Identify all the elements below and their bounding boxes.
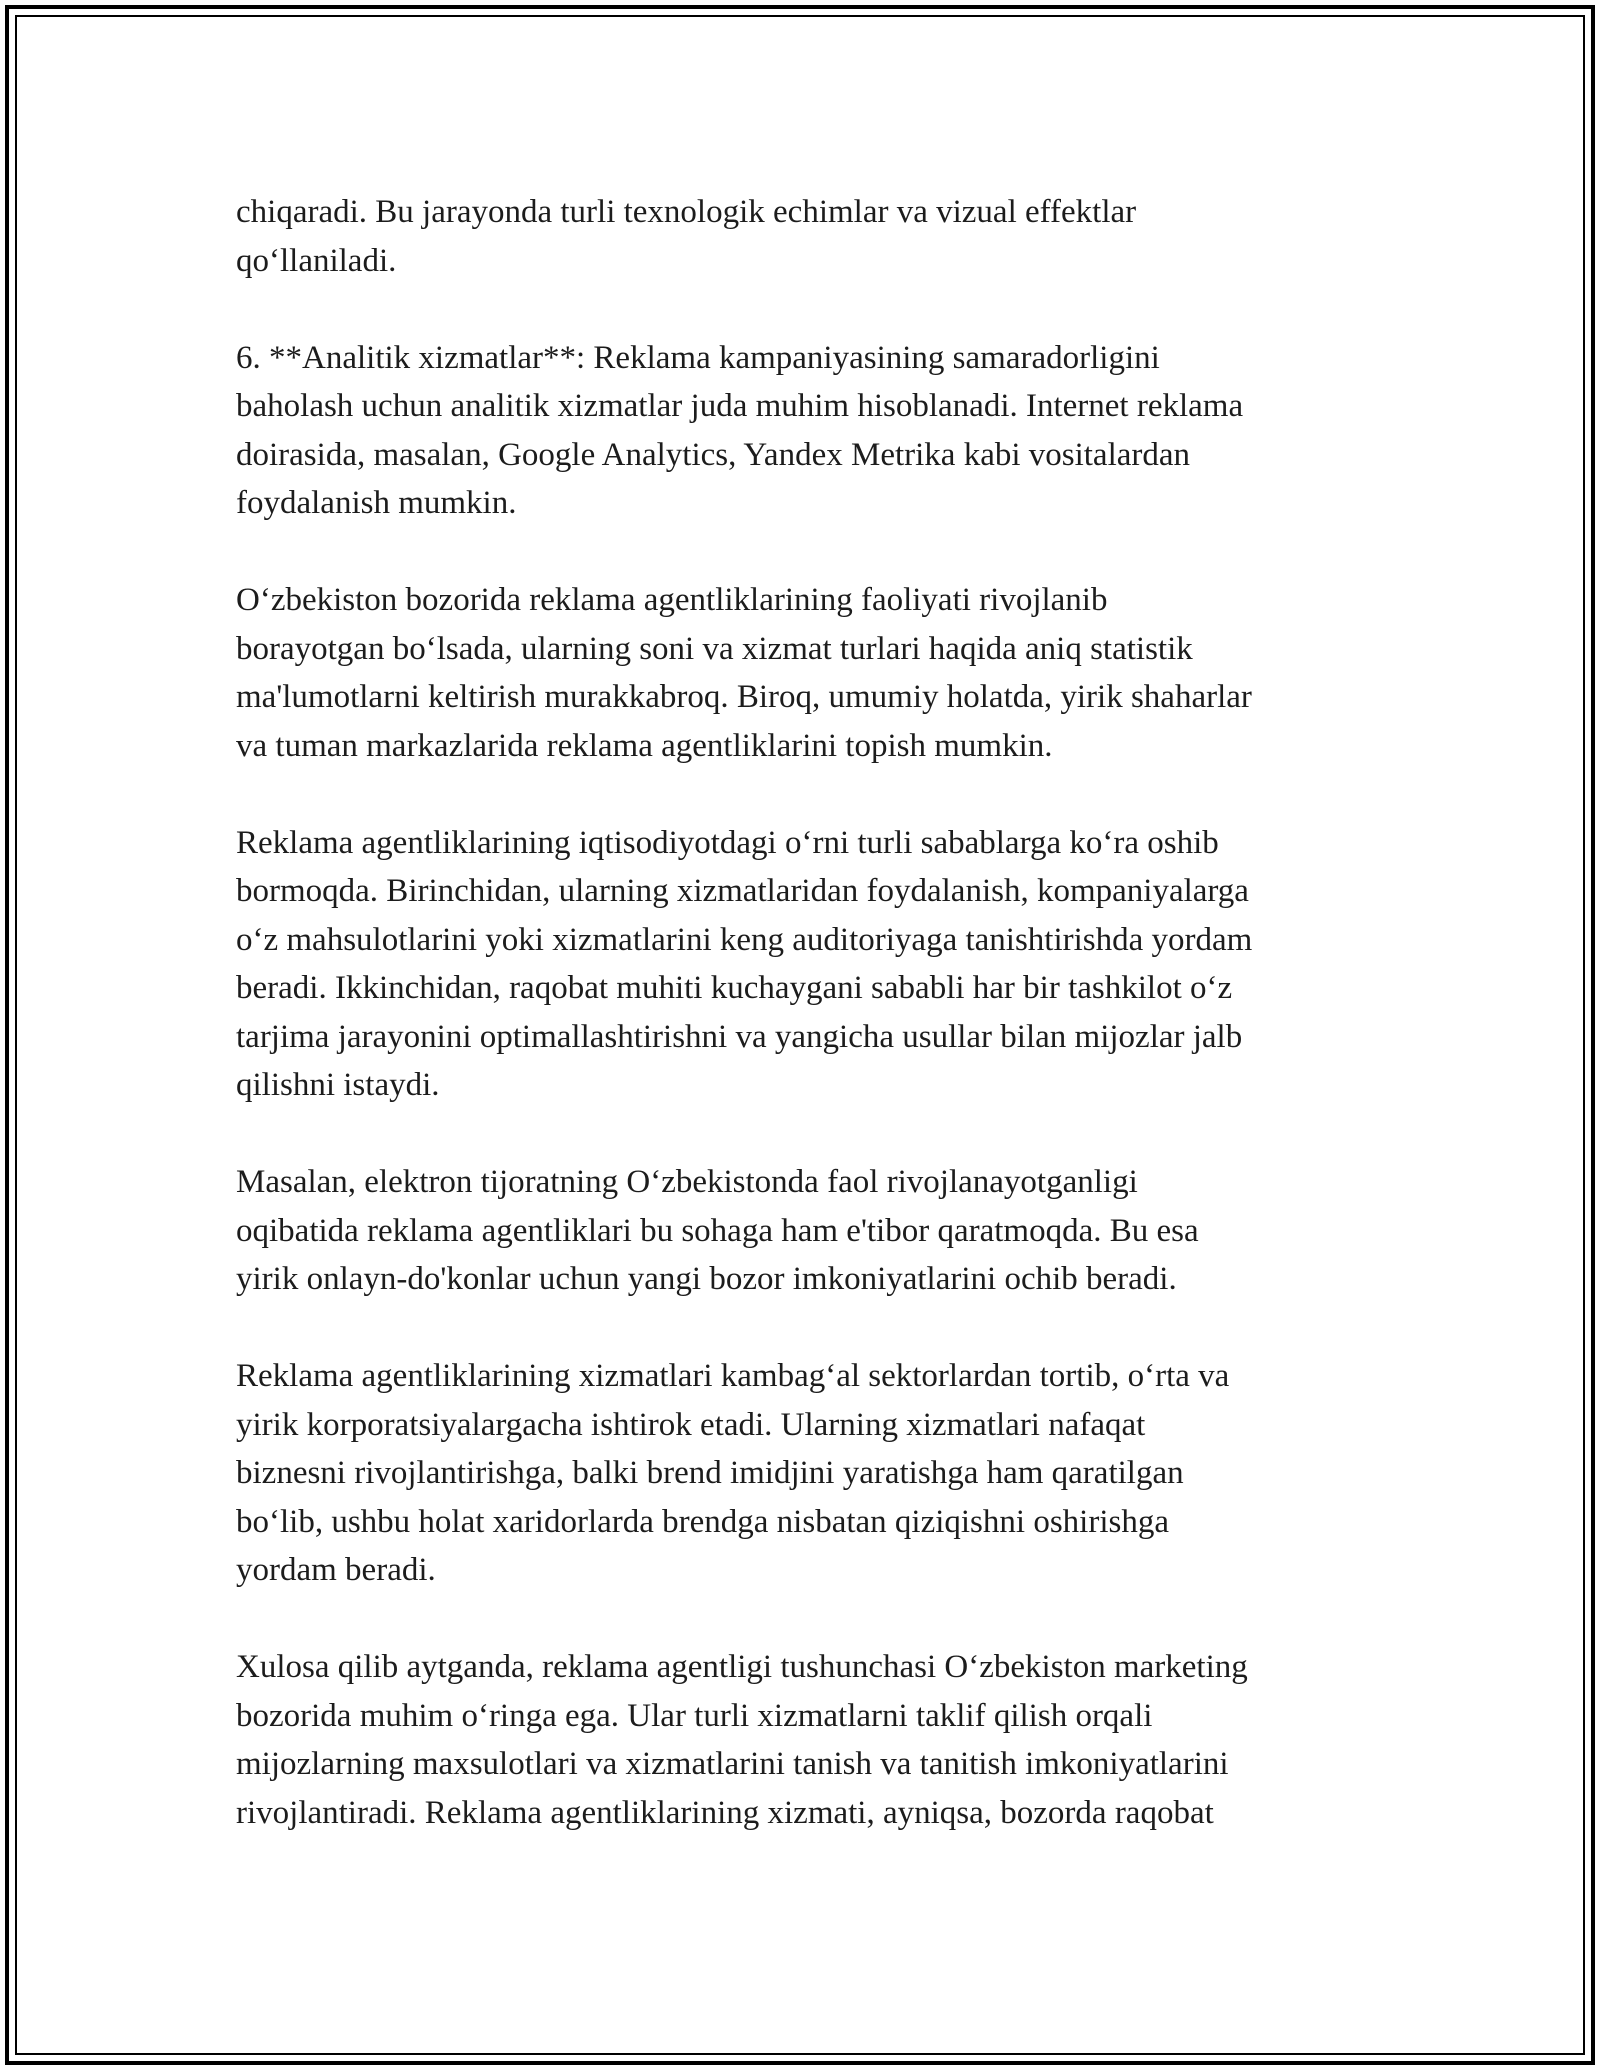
text-line: Reklama agentliklarining iqtisodiyotdagi o‘rni turli sabablarga ko‘ra oshib: [236, 824, 1219, 861]
text-line: foydalanish mumkin.: [236, 485, 517, 521]
text-line: borayotgan bo‘lsada, ularning soni va xizmat turlari haqida aniq statistik: [236, 630, 1193, 667]
text-line: tarjima jarayonini optimallashtirishni va yangicha usullar bilan mijozlar jalb: [236, 1018, 1243, 1055]
text-line: yirik onlayn-do'konlar uchun yangi bozor imkoniyatlarini ochib beradi.: [236, 1261, 1177, 1297]
text-line: doirasida, masalan, Google Analytics, Yandex Metrika kabi vositalardan: [236, 436, 1191, 473]
text-line: qo‘llaniladi.: [236, 242, 397, 279]
paragraph-1: [236, 188, 1386, 285]
text-line: beradi. Ikkinchidan, raqobat muhiti kuchaygani sababli har bir tashkilot o‘z: [236, 970, 1233, 1006]
text-line: bo‘lib, ushbu holat xaridorlarda brendga nisbatan qiziqishni oshirishga: [236, 1503, 1169, 1540]
text-line: chiqaradi. Bu jarayonda turli texnologik echimlar va vizual effektlar: [236, 194, 1137, 230]
paragraph-5: [236, 1158, 1386, 1304]
text-line: bozorida muhim o‘ringa ega. Ular turli xizmatlarni taklif qilish orqali: [236, 1697, 1153, 1734]
text-line: mijozlarning maxsulotlari va xizmatlarini tanish va tanitish imkoniyatlarini: [236, 1746, 1229, 1782]
paragraph-3: [236, 576, 1386, 770]
text-line: bormoqda. Birinchidan, ularning xizmatlaridan foydalanish, kompaniyalarga: [236, 873, 1249, 909]
text-line: 6. **Analitik xizmatlar**: Reklama kampaniyasining samaradorligini: [236, 339, 1160, 376]
text-line: baholash uchun analitik xizmatlar juda muhim hisoblanadi. Internet reklama: [236, 388, 1244, 424]
paragraph-4: [236, 819, 1386, 1110]
paragraph-7: [236, 1643, 1386, 1837]
text-line: rivojlantiradi. Reklama agentliklarining xizmati, ayniqsa, bozorda raqobat: [236, 1794, 1214, 1831]
text-line: va tuman markazlarida reklama agentliklarini topish mumkin.: [236, 727, 1053, 764]
text-line: yirik korporatsiyalargacha ishtirok etadi. Ularning xizmatlari nafaqat: [236, 1406, 1146, 1443]
text-line: ma'lumotlarni keltirish murakkabroq. Biroq, umumiy holatda, yirik shaharlar: [236, 679, 1252, 715]
text-line: Xulosa qilib aytganda, reklama agentligi tushunchasi O‘zbekiston marketing: [236, 1649, 1248, 1685]
text-line: biznesni rivojlantirishga, balki brend imidjini yaratishga ham qaratilgan: [236, 1455, 1184, 1491]
text-line: Reklama agentliklarining xizmatlari kambag‘al sektorlardan tortib, o‘rta va: [236, 1358, 1230, 1394]
text-line: qilishni istaydi.: [236, 1067, 440, 1103]
text-line: yordam beradi.: [236, 1552, 436, 1588]
text-line: o‘z mahsulotlarini yoki xizmatlarini keng auditoriyaga tanishtirishda yordam: [236, 921, 1253, 958]
text-line: oqibatida reklama agentliklari bu sohaga ham e'tibor qaratmoqda. Bu esa: [236, 1212, 1199, 1249]
paragraph-2: [236, 334, 1386, 528]
document-body: [236, 188, 1386, 1837]
paragraph-6: [236, 1352, 1386, 1595]
text-line: O‘zbekiston bozorida reklama agentliklarining faoliyati rivojlanib: [236, 582, 1108, 618]
text-line: Masalan, elektron tijoratning O‘zbekistonda faol rivojlanayotganligi: [236, 1164, 1138, 1200]
